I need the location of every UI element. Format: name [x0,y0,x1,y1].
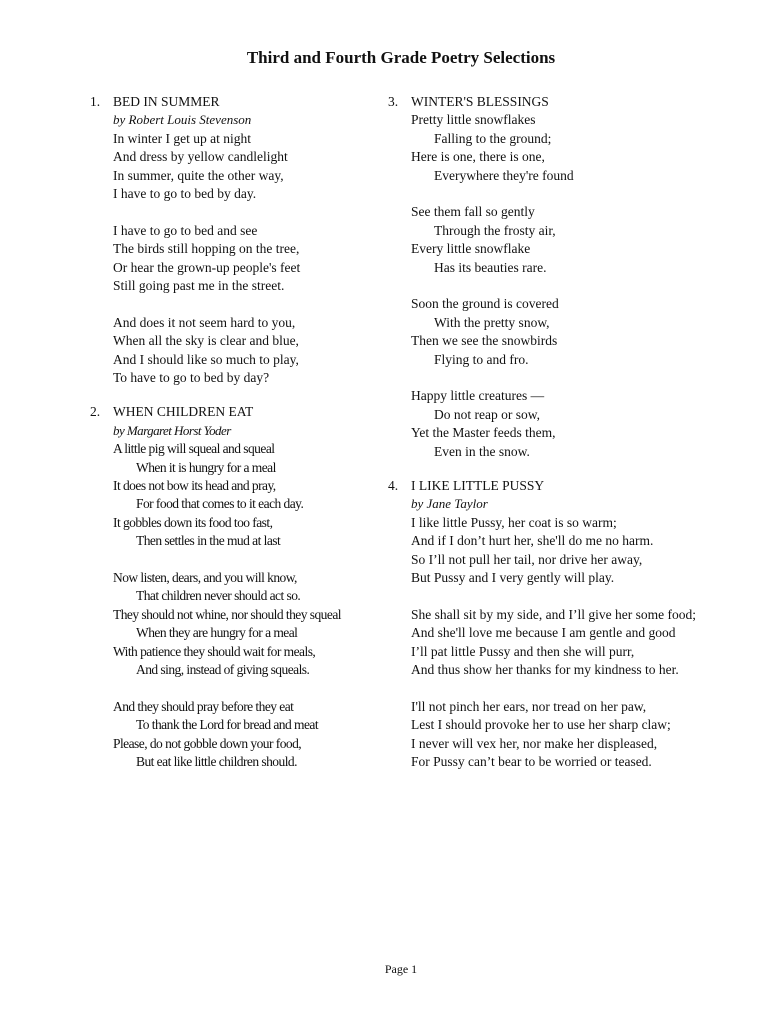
poem-line: With patience they should wait for meals, [113,643,316,659]
poem-line: Through the frosty air, [434,222,556,238]
left-column [90,93,380,772]
poem-line: Flying to and fro. [434,351,529,367]
poem-line: And sing, instead of giving squeals. [136,662,310,678]
poem-when-children-eat [90,403,380,771]
page-number: Page 1 [384,962,418,976]
poem-heading [388,93,688,111]
poem-line: And they should pray before they eat [113,698,294,714]
poem-line: A little pig will squeal and squeal [113,441,275,457]
stanza [411,111,688,185]
poem-number: 1. [90,94,101,109]
poem-title: I LIKE LITTLE PUSSY [411,478,545,494]
poem-i-like-little-pussy [388,477,696,771]
stanza [411,514,688,588]
poem-line: To have to go to bed by day? [113,370,270,386]
poem-line: She shall sit by my side, and I’ll give her some food; [411,606,696,622]
poem-line: For food that comes to it each day. [136,496,304,512]
poem-line: Please, do not gobble down your food, [113,735,302,751]
poem-line: Lest I should provoke her to use her sharp claw; [411,717,671,733]
poem-number: 2. [90,404,101,420]
right-column [388,93,696,772]
poem-heading [90,93,380,111]
poem-line: Here is one, there is one, [411,149,545,165]
poem-line: So I’ll not pull her tail, nor drive her away, [411,551,643,567]
stanza [411,295,688,369]
poem-line: And she'll love me because I am gentle and good [411,625,676,641]
poem-line: Falling to the ground; [434,130,552,146]
poem-line: For Pussy can’t bear to be worried or teased. [411,754,652,770]
poem-line: I have to go to bed and see [113,222,258,238]
stanza [113,698,380,772]
stanza [411,606,696,680]
poem-line: Even in the snow. [434,443,530,459]
poem-line: They should not whine, nor should they squeal [113,606,341,622]
poem-line: I'll not pinch her ears, nor tread on her paw, [411,698,647,714]
poem-author: by Jane Taylor [411,496,488,512]
stanza [411,203,688,277]
poem-line: Everywhere they're found [434,167,574,183]
poem-line: Then we see the snowbirds [411,333,558,349]
stanza [113,130,380,204]
poem-line: Now listen, dears, and you will know, [113,570,297,586]
poem-line: Or hear the grown-up people's feet [113,259,301,275]
poem-line: Soon the ground is covered [411,296,559,312]
poem-line: When it is hungry for a meal [136,459,276,475]
stanza [411,387,688,461]
poem-line: And dress by yellow candlelight [113,149,288,165]
poem-line: Every little snowflake [411,241,531,257]
poem-line: The birds still hopping on the tree, [113,241,300,257]
stanza [113,569,380,679]
poem-line: When they are hungry for a meal [136,625,298,641]
poem-number: 4. [388,478,399,494]
poem-line: In winter I get up at night [113,130,251,146]
poem-line: And I should like so much to play, [113,351,299,367]
poem-author: by Robert Louis Stevenson [113,112,252,128]
poem-line: I have to go to bed by day. [113,186,257,202]
poem-line: It gobbles down its food too fast, [113,514,273,530]
poem-heading [90,403,380,421]
poem-line: I’ll pat little Pussy and then she will purr, [411,643,635,659]
poem-line: In summer, quite the other way, [113,167,284,183]
stanza [411,698,688,772]
poem-line: Happy little creatures — [411,388,545,404]
poem-title: WINTER'S BLESSINGS [411,94,549,109]
poem-number: 3. [388,94,399,109]
poem-winters-blessings [388,93,688,461]
poem-line: Has its beauties rare. [434,259,547,275]
poem-heading [388,477,688,495]
poem-line: With the pretty snow, [434,314,550,330]
poem-line: Yet the Master feeds them, [411,425,556,441]
poem-line: I never will vex her, nor make her displeased, [411,735,658,751]
stanza [113,440,380,550]
poem-line: And thus show her thanks for my kindness to her. [411,662,679,678]
poem-line: And does it not seem hard to you, [113,314,296,330]
page-title: Third and Fourth Grade Poetry Selections [246,48,556,67]
poem-bed-in-summer [90,93,380,387]
poem-line: That children never should act so. [136,588,301,604]
stanza [113,222,380,296]
poem-line: But eat like little children should. [136,754,297,770]
poem-line: Do not reap or sow, [434,406,540,422]
poem-line: When all the sky is clear and blue, [113,333,299,349]
poem-line: See them fall so gently [411,204,535,220]
poem-line: I like little Pussy, her coat is so warm; [411,514,617,530]
poem-line: To thank the Lord for bread and meat [136,717,319,733]
poem-line: And if I don’t hurt her, she'll do me no harm. [411,533,654,549]
poem-title: WHEN CHILDREN EAT [113,404,254,420]
poem-line: Then settles in the mud at last [136,533,281,549]
poem-author: by Margaret Horst Yoder [113,422,231,438]
poem-title: BED IN SUMMER [113,94,220,109]
poem-line: Pretty little snowflakes [411,112,536,128]
poem-line: But Pussy and I very gently will play. [411,570,615,586]
poem-line: It does not bow its head and pray, [113,478,276,494]
stanza [113,314,380,388]
poem-line: Still going past me in the street. [113,278,285,294]
